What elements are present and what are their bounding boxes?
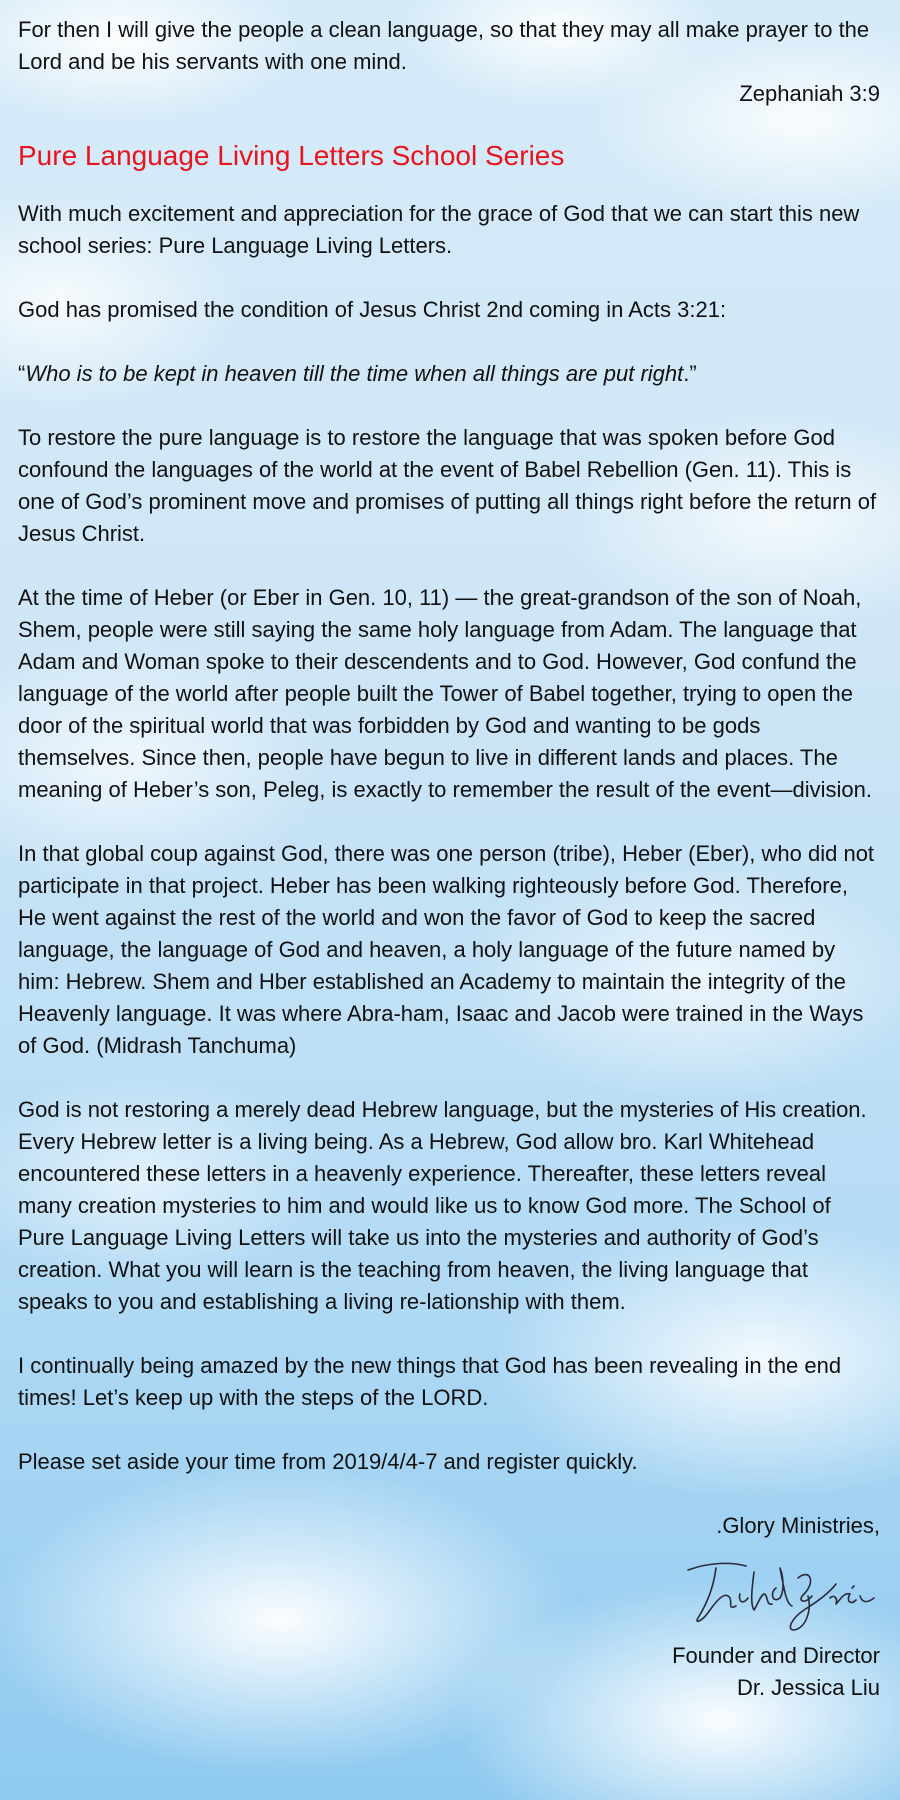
- verse-reference: Zephaniah 3:9: [739, 81, 880, 106]
- amazed-paragraph: I continually being amazed by the new things that God has been revealing in the end times! Let’s keep up with the steps of the LORD.: [18, 1353, 842, 1410]
- letter-page: [18, 14, 880, 1704]
- organization-signoff: .Glory Ministries,: [716, 1513, 880, 1538]
- scripture-quote: [18, 358, 880, 390]
- handwritten-signature: [680, 1548, 880, 1634]
- quote-close-mark: .”: [683, 361, 697, 386]
- signer-name: Dr. Jessica Liu: [736, 1675, 880, 1700]
- quote-open-mark: “: [18, 361, 26, 386]
- signer-role: Founder and Director: [672, 1643, 880, 1668]
- mysteries-paragraph: God is not restoring a merely dead Hebrew language, but the mysteries of His creation. Every Hebrew letter is a living being. As a Hebrew, God allow bro. Karl Whitehead encountered these letters in a heavenly experience. Thereafter, these letters reveal many creation mysteries to him and would like us to know God more. The School of Pure Language Living Letters will take us into the mysteries and authority of God’s creation. What you will learn is the teaching from heaven, the living language that speaks to you and establishing a living re-lationship with them.: [18, 1097, 867, 1314]
- page-title: Pure Language Living Letters School Series: [18, 140, 565, 171]
- heber-paragraph: At the time of Heber (or Eber in Gen. 10, 11) — the great-grandson of the son of Noah, Shem, people were still saying the same holy language from Adam. The language that Adam and Woman spoke to their descendents and to God. However, God confund the language of the world after people built the Tower of Babel together, trying to open the door of the spiritual world that was forbidden by God and wanting to be gods themselves. Since then, people have begun to live in different lands and places. The meaning of Heber’s son, Peleg, is exactly to remember the result of the event—division.: [18, 585, 872, 802]
- intro-paragraph: With much excitement and appreciation for the grace of God that we can start this new school series: Pure Language Living Letters.: [18, 201, 860, 258]
- register-paragraph: Please set aside your time from 2019/4/4-7 and register quickly.: [18, 1449, 638, 1474]
- opening-verse: For then I will give the people a clean language, so that they may all make prayer to the Lord and be his servants with one mind.: [18, 17, 870, 74]
- promise-paragraph: God has promised the condition of Jesus Christ 2nd coming in Acts 3:21:: [18, 297, 727, 322]
- restore-paragraph: To restore the pure language is to restore the language that was spoken before God confound the languages of the world at the event of Babel Rebellion (Gen. 11). This is one of God’s prominent move and promises of putting all things right before the return of Jesus Christ.: [18, 425, 877, 546]
- quote-text: Who is to be kept in heaven till the time when all things are put right: [25, 361, 684, 386]
- coup-paragraph: In that global coup against God, there was one person (tribe), Heber (Eber), who did not participate in that project. Heber has been walking righteously before God. Therefore, He went against the rest of the world and won the favor of God to keep the sacred language, the language of God and heaven, a holy language of the future named by him: Hebrew. Shem and Hber established an Academy to maintain the integrity of the Heavenly language. It was where Abra-ham, Isaac and Jacob were trained in the Ways of God. (Midrash Tanchuma): [18, 841, 875, 1058]
